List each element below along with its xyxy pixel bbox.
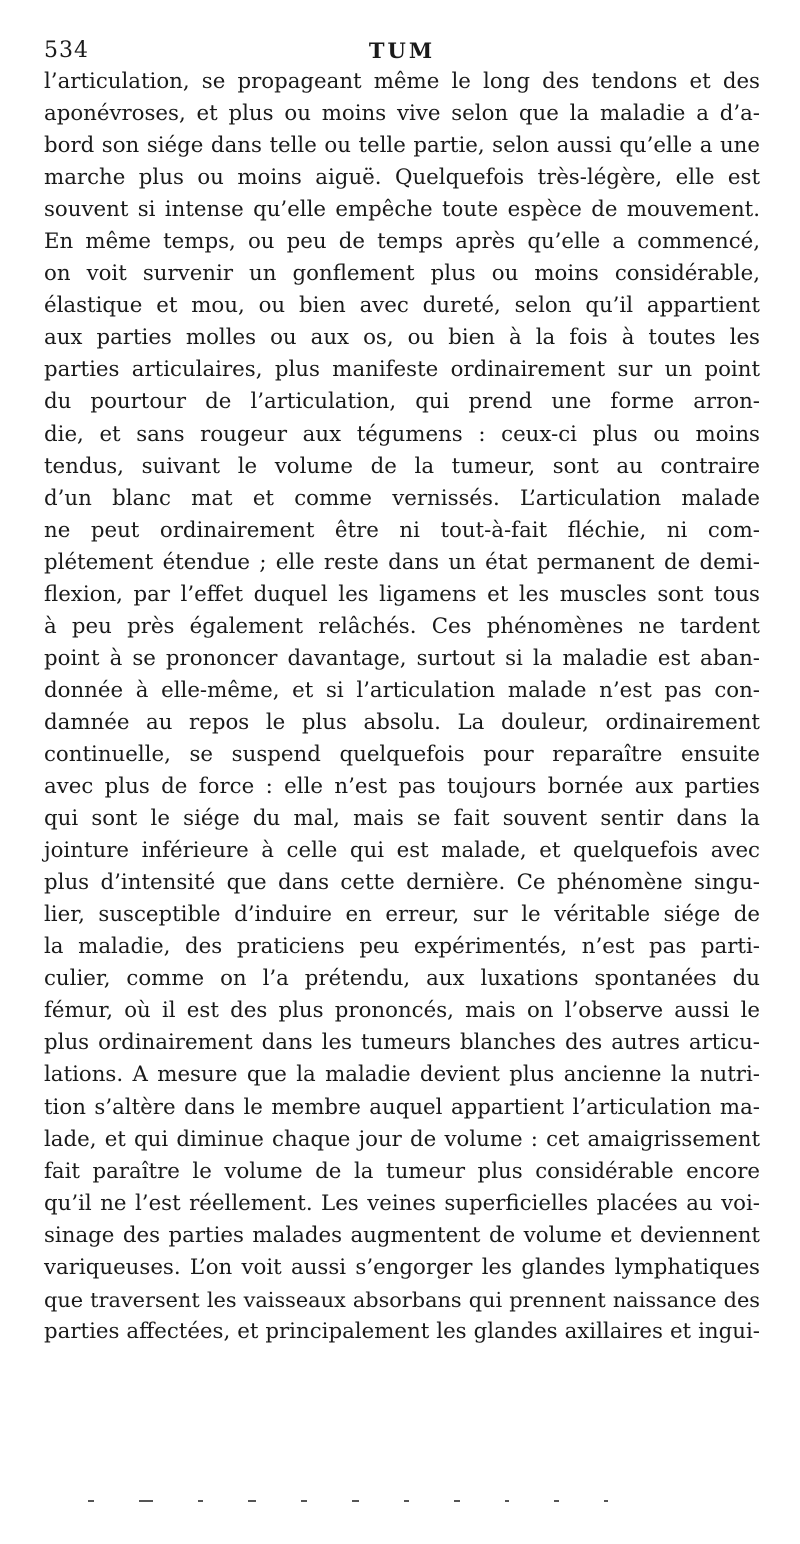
text-line: jointure inférieure à celle qui est malade, et quelquefois avec (44, 838, 760, 864)
text-line: l’articulation, se propageant même le long des tendons et des (44, 69, 760, 94)
text-line: plus d’intensité que dans cette dernière. Ce phénomène singu- (44, 870, 760, 896)
text-line: culier, comme on l’a prétendu, aux luxations spontanées du (44, 966, 760, 992)
text-line: parties articulaires, plus manifeste ordinairement sur un point (44, 357, 760, 383)
text-line: souvent si intense qu’elle empêche toute espèce de mouvement. (44, 197, 760, 223)
text-line: on voit survenir un gonflement plus ou moins considérable, (44, 261, 760, 287)
text-line: parties affectées, et principalement les glandes axillaires et ingui- (44, 1318, 760, 1344)
text-line: élastique et mou, ou bien avec dureté, selon qu’il appartient (44, 293, 760, 319)
text-line: du pourtour de l’articulation, qui prend une forme arron- (44, 389, 760, 415)
text-line: sinage des parties malades augmentent de volume et deviennent (44, 1222, 760, 1248)
text-line: aux parties molles ou aux os, ou bien à la fois à toutes les (44, 325, 760, 351)
running-head (44, 36, 760, 66)
document-page (44, 36, 760, 1348)
text-line: En même temps, ou peu de temps après qu’elle a commencé, (44, 229, 760, 255)
text-line: fémur, où il est des plus prononcés, mais on l’observe aussi le (44, 998, 760, 1024)
text-line: d’un blanc mat et comme vernissés. L’articulation malade (44, 485, 760, 511)
text-line: donnée à elle-même, et si l’articulation malade n’est pas con- (44, 677, 760, 703)
text-line: lade, et qui diminue chaque jour de volume : cet amaigrissement (44, 1126, 760, 1152)
text-line: ne peut ordinairement être ni tout-à-fait fléchie, ni com- (44, 517, 760, 543)
text-line: tendus, suivant le volume de la tumeur, sont au contraire (44, 453, 760, 479)
text-line: marche plus ou moins aiguë. Quelquefois très-légère, elle est (44, 165, 760, 191)
text-line: flexion, par l’effet duquel les ligamens et les muscles sont tous (44, 581, 760, 607)
text-line: bord son siége dans telle ou telle partie, selon aussi qu’elle a une (44, 133, 760, 159)
text-line: lations. A mesure que la maladie devient plus ancienne la nutri- (44, 1062, 760, 1088)
text-line: tion s’altère dans le membre auquel appartient l’articulation ma- (44, 1094, 760, 1120)
text-line: à peu près également relâchés. Ces phénomènes ne tardent (44, 613, 760, 639)
page-number: 534 (44, 38, 89, 63)
text-line: point à se prononcer davantage, surtout si la maladie est aban- (44, 645, 760, 671)
text-line: die, et sans rougeur aux tégumens : ceux-ci plus ou moins (44, 421, 760, 447)
running-title: TUM (368, 38, 436, 63)
text-line: lier, susceptible d’induire en erreur, sur le véritable siége de (44, 902, 760, 928)
text-line: plétement étendue ; elle reste dans un état permanent de demi- (44, 549, 760, 575)
text-line: continuelle, se suspend quelquefois pour reparaître ensuite (44, 741, 760, 767)
body-text (44, 66, 760, 1348)
text-line: avec plus de force : elle n’est pas toujours bornée aux parties (44, 774, 760, 800)
text-line: variqueuses. L’on voit aussi s’engorger les glandes lymphatiques (44, 1254, 760, 1280)
text-line: aponévroses, et plus ou moins vive selon que la maladie a d’a- (44, 101, 760, 127)
text-line: que traversent les vaisseaux absorbans qui prennent naissance des (44, 1287, 760, 1312)
text-line: qu’il ne l’est réellement. Les veines superficielles placées au voi- (44, 1190, 760, 1216)
text-line: plus ordinairement dans les tumeurs blanches des autres articu- (44, 1030, 760, 1056)
text-line: qui sont le siége du mal, mais se fait souvent sentir dans la (44, 806, 760, 832)
footer-print-marks (88, 1500, 608, 1504)
text-line: fait paraître le volume de la tumeur plus considérable encore (44, 1158, 760, 1184)
text-line: la maladie, des praticiens peu expérimentés, n’est pas parti- (44, 934, 760, 960)
text-line: damnée au repos le plus absolu. La douleur, ordinairement (44, 709, 760, 735)
